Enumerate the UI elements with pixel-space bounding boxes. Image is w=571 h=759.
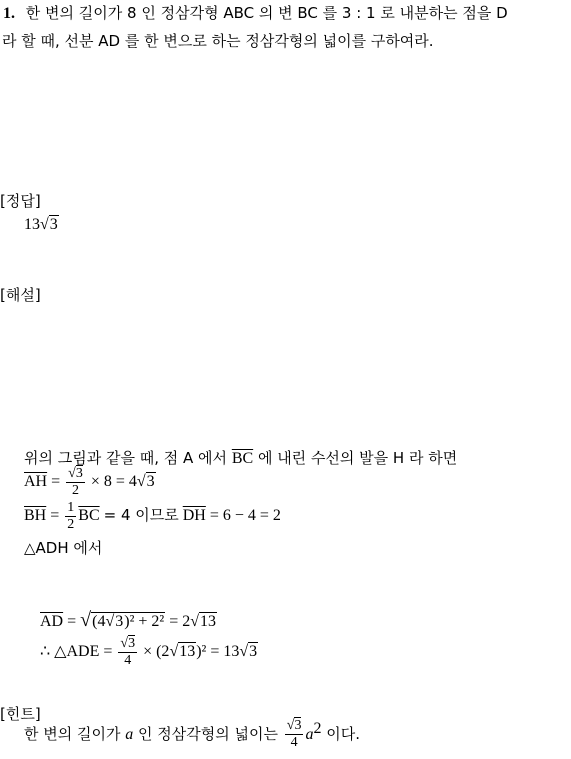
ad-result-rad: 13 — [200, 613, 216, 630]
problem-number: 1. — [3, 5, 15, 22]
ade-frac-den: 4 — [124, 653, 132, 668]
ade-end-rad: 3 — [249, 643, 258, 661]
ade-fraction — [118, 636, 137, 669]
bh-frac-den: 2 — [67, 517, 75, 532]
ah-frac-den: 2 — [71, 483, 79, 498]
therefore-text: ∴ △ADE = — [40, 643, 113, 661]
ad-inner-b: )² + 2² — [124, 613, 165, 630]
ad-outer-sqrt: √(4√3)² + 2² — [80, 609, 165, 631]
bh-fraction — [65, 500, 76, 533]
dh-rest: = 6 − 4 = 2 — [209, 507, 281, 525]
expl-bc-segment: $\overline{BC}$ — [231, 450, 254, 467]
ade-equation: ∴ △ADE = $\frac{√3}{4}$ × (2√13)² = 13√3 — [40, 636, 258, 668]
answer-sqrt: √3 — [40, 216, 58, 233]
ad-inner-a: (4 — [92, 613, 106, 630]
ah-label: $\overline{AH}$ — [24, 473, 48, 491]
hint-exponent: 2 — [313, 720, 322, 737]
ad-equation: $\overline{AD} = √(4√3)^2 + 2^2 = 2√13$ — [40, 609, 216, 631]
bh-label: $\overline{BH}$ — [24, 507, 47, 525]
ah-rest: × 8 = 4 — [90, 473, 137, 491]
ade-frac-num: √3 — [120, 636, 136, 651]
explanation-ah-line: $\overline{AH}$ = $\frac{√3}{2}$ × 8 = 4√3 — [24, 466, 155, 498]
problem-text-2: 라 할 때, 선분 AD 를 한 변으로 하는 정삼각형의 넓이를 구하여라. — [2, 32, 434, 50]
ah-result-radicand: 3 — [146, 473, 155, 491]
answer-radicand: 3 — [49, 216, 58, 233]
hint-text-a: 한 변의 길이가 — [24, 725, 121, 743]
hint-var: a — [125, 726, 134, 743]
answer-value — [24, 216, 59, 234]
ad-inner-rad: 3 — [115, 613, 124, 630]
explanation-label: [해설] — [0, 286, 41, 304]
problem-line-1 — [3, 2, 508, 23]
ah-fraction — [66, 466, 85, 499]
dh-label: $\overline{DH}$ — [182, 507, 206, 525]
ade-mid-rad: 13 — [179, 643, 196, 661]
triangle-adh-line: △ADH 에서 — [24, 539, 103, 557]
hint-text-b: 인 정삼각형의 넓이는 — [138, 725, 278, 743]
hint-line — [24, 718, 360, 751]
answer-prefix: 13 — [24, 216, 40, 233]
hint-frac-num: √3 — [286, 718, 302, 733]
bh-bc: $\overline{BC}$ — [78, 507, 100, 525]
problem-text-1: 한 변의 길이가 8 인 정삼각형 ABC 의 변 BC 를 3 : 1 로 내분하는 점을 D — [25, 4, 508, 22]
hint-frac-den: 4 — [290, 735, 298, 750]
expl-line1-rest: 에 내린 수선의 발을 H 라 하면 — [257, 449, 458, 467]
hint-label: [힌트] — [0, 705, 41, 723]
expl-line1-text: 위의 그림과 같을 때, 점 A 에서 — [24, 449, 228, 467]
answer-label: [정답] — [0, 192, 41, 210]
bh-rest: = 4 이므로 — [103, 506, 179, 525]
ad-label: $\overline{AD}$ — [40, 613, 64, 630]
ade-mid: × (2 — [143, 643, 170, 661]
ad-eq: = — [67, 613, 77, 630]
hint-tail-var: a — [305, 726, 314, 743]
ade-end: )² = 13 — [196, 643, 240, 661]
ad-result: = 2 — [169, 613, 191, 630]
bh-frac-num: 1 — [67, 500, 75, 515]
ah-result-sqrt: √3 — [136, 473, 155, 491]
hint-fraction — [285, 718, 304, 751]
explanation-bh-line: $\overline{BH}$ = $\frac{1}{2}$ $\overline{BC} = 4$ 이므로 $\overline{DH} = 6 - 4 = 2$ — [24, 500, 281, 532]
hint-tail-rest: 이다. — [326, 725, 360, 743]
explanation-line-1 — [24, 447, 457, 468]
ah-frac-num: √3 — [68, 466, 83, 481]
